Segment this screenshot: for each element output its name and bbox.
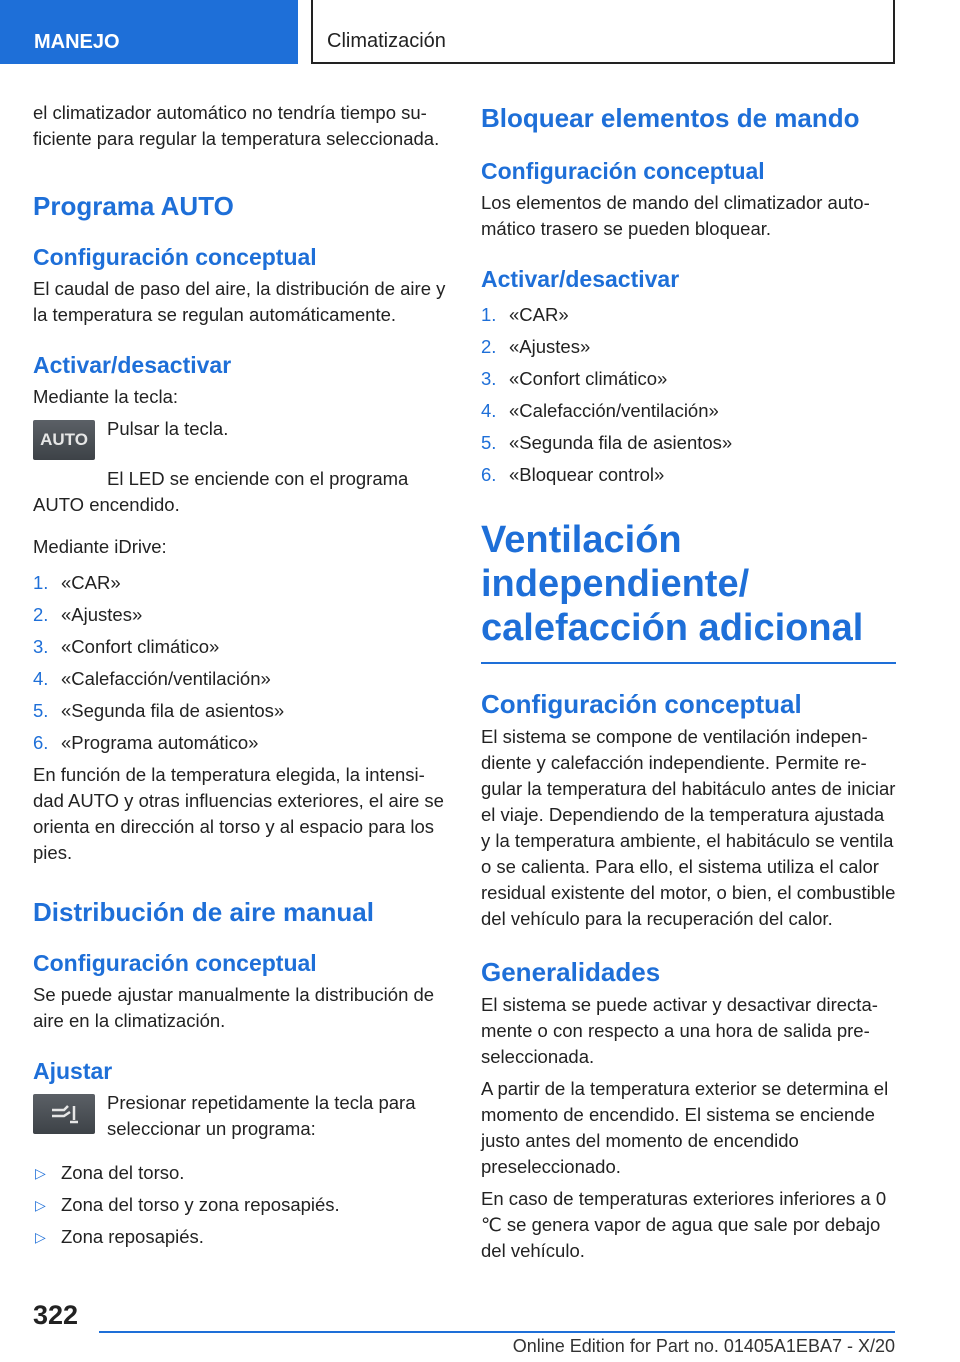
step-text: «Confort climático» [61,636,220,657]
lock-concept-heading: Configuración conceptual [481,158,765,184]
auto-key-icon: AUTO [33,420,95,460]
list-item [481,462,896,488]
auto-toggle-heading: Activar/desactivar [33,352,232,378]
lock-concept-text: Los elementos de mando del climatizador automático trasero se pueden bloquear. [481,192,870,239]
list-item [33,666,448,692]
auto-key-led: El LED se enciende con el programa AUTO encendido. [33,468,409,515]
footer-rule [99,1331,895,1333]
manual-options-list [33,1160,448,1250]
step-text: «CAR» [509,304,569,325]
list-item [33,1160,448,1186]
step-number: 2. [481,336,497,357]
step-text: «Ajustes» [61,604,143,625]
list-item [481,302,896,328]
auto-key-press: Pulsar la tecla. [107,418,229,439]
ventilation-heading: Ventilación independiente/ calefacción adicional [481,519,864,649]
auto-steps-list [33,570,448,756]
list-item [33,730,448,756]
vent-concept-heading: Configuración conceptual [481,689,802,719]
step-number: 6. [33,732,49,753]
manual-key-text: Presionar repetidamente la tecla para seleccionar un programa: [107,1092,416,1139]
step-number: 3. [481,368,497,389]
list-item [481,430,896,456]
step-number: 1. [33,572,49,593]
manual-adjust-heading: Ajustar [33,1058,113,1084]
general-heading: Generalidades [481,957,661,987]
list-item [33,634,448,660]
auto-concept-text: El caudal de paso del aire, la distribución de aire y la temperatura se regulan automáticamente. [33,278,446,325]
step-number: 4. [33,668,49,689]
page-number: 322 [33,1300,79,1330]
list-item [481,334,896,360]
step-number: 5. [481,432,497,453]
triangle-bullet-icon: ▷ [35,1197,46,1213]
auto-via-idrive: Mediante iDrive: [33,536,167,557]
list-item [33,570,448,596]
header-chapter: Climatización [311,0,895,64]
lock-controls-heading: Bloquear elementos de mando [481,103,860,133]
vent-concept-text: El sistema se compone de ventilación independiente y calefacción independiente. Permite regular la temperatura del habitáculo antes de iniciar el viaje. Dependiendo de la temperatura ajustada y la temperatura ambiente, el habitáculo se ventila o se calienta. Para ello, el sistema utiliza el calor residual existente del motor, o bien, el combustible del vehículo para la recuperación del calor. [481,726,896,929]
triangle-bullet-icon: ▷ [35,1165,46,1181]
list-item [33,698,448,724]
auto-program-heading: Programa AUTO [33,191,234,221]
list-item [481,398,896,424]
air-distribution-key-icon [33,1094,95,1134]
step-number: 3. [33,636,49,657]
option-text: Zona del torso y zona reposapiés. [61,1194,340,1215]
footer-edition: Online Edition for Part no. 01405A1EBA7 - X/20 [512,1336,895,1356]
list-item [33,1192,448,1218]
header-section: MANEJO [0,0,298,64]
general-paragraph-3: En caso de temperaturas exteriores inferiores a 0 ℃ se genera vapor de agua que sale por debajo del vehículo. [481,1188,887,1261]
step-number: 6. [481,464,497,485]
list-item [33,1224,448,1250]
step-number: 5. [33,700,49,721]
step-text: «Ajustes» [509,336,591,357]
auto-key-row [33,416,448,460]
step-text: «Calefacción/ventilación» [61,668,271,689]
lock-steps-list [481,302,896,488]
manual-key-row [33,1090,448,1142]
step-text: «CAR» [61,572,121,593]
lock-toggle-heading: Activar/desactivar [481,266,680,292]
list-item [33,602,448,628]
general-paragraph-2: A partir de la temperatura exterior se determina el momento de encendido. El sistema se enciende justo antes del momento de encendido preseleccionado. [481,1078,889,1177]
triangle-bullet-icon: ▷ [35,1229,46,1245]
heading-rule [481,662,896,664]
auto-after-text: En función de la temperatura elegida, la intensidad AUTO y otras influencias exteriores, el aire se orienta en dirección al torso y al espacio para los pies. [33,764,444,863]
step-text: «Calefacción/ventilación» [509,400,719,421]
step-number: 2. [33,604,49,625]
auto-concept-heading: Configuración conceptual [33,244,317,270]
step-text: «Bloquear control» [509,464,665,485]
step-number: 1. [481,304,497,325]
right-column [481,100,896,1264]
manual-distribution-heading: Distribución de aire manual [33,897,374,927]
intro-paragraph: el climatizador automático no tendría tiempo suficiente para regular la temperatura seleccionada. [33,102,440,149]
step-text: «Programa automático» [61,732,259,753]
step-number: 4. [481,400,497,421]
option-text: Zona del torso. [61,1162,185,1183]
left-column [33,100,448,1256]
step-text: «Segunda fila de asientos» [509,432,733,453]
general-paragraph-1: El sistema se puede activar y desactivar directamente o con respecto a una hora de salida preseleccionada. [481,994,878,1067]
step-text: «Confort climático» [509,368,668,389]
list-item [481,366,896,392]
option-text: Zona reposapiés. [61,1226,204,1247]
auto-via-key: Mediante la tecla: [33,386,179,407]
step-text: «Segunda fila de asientos» [61,700,285,721]
manual-concept-text: Se puede ajustar manualmente la distribución de aire en la climatización. [33,984,435,1031]
manual-concept-heading: Configuración conceptual [33,950,317,976]
